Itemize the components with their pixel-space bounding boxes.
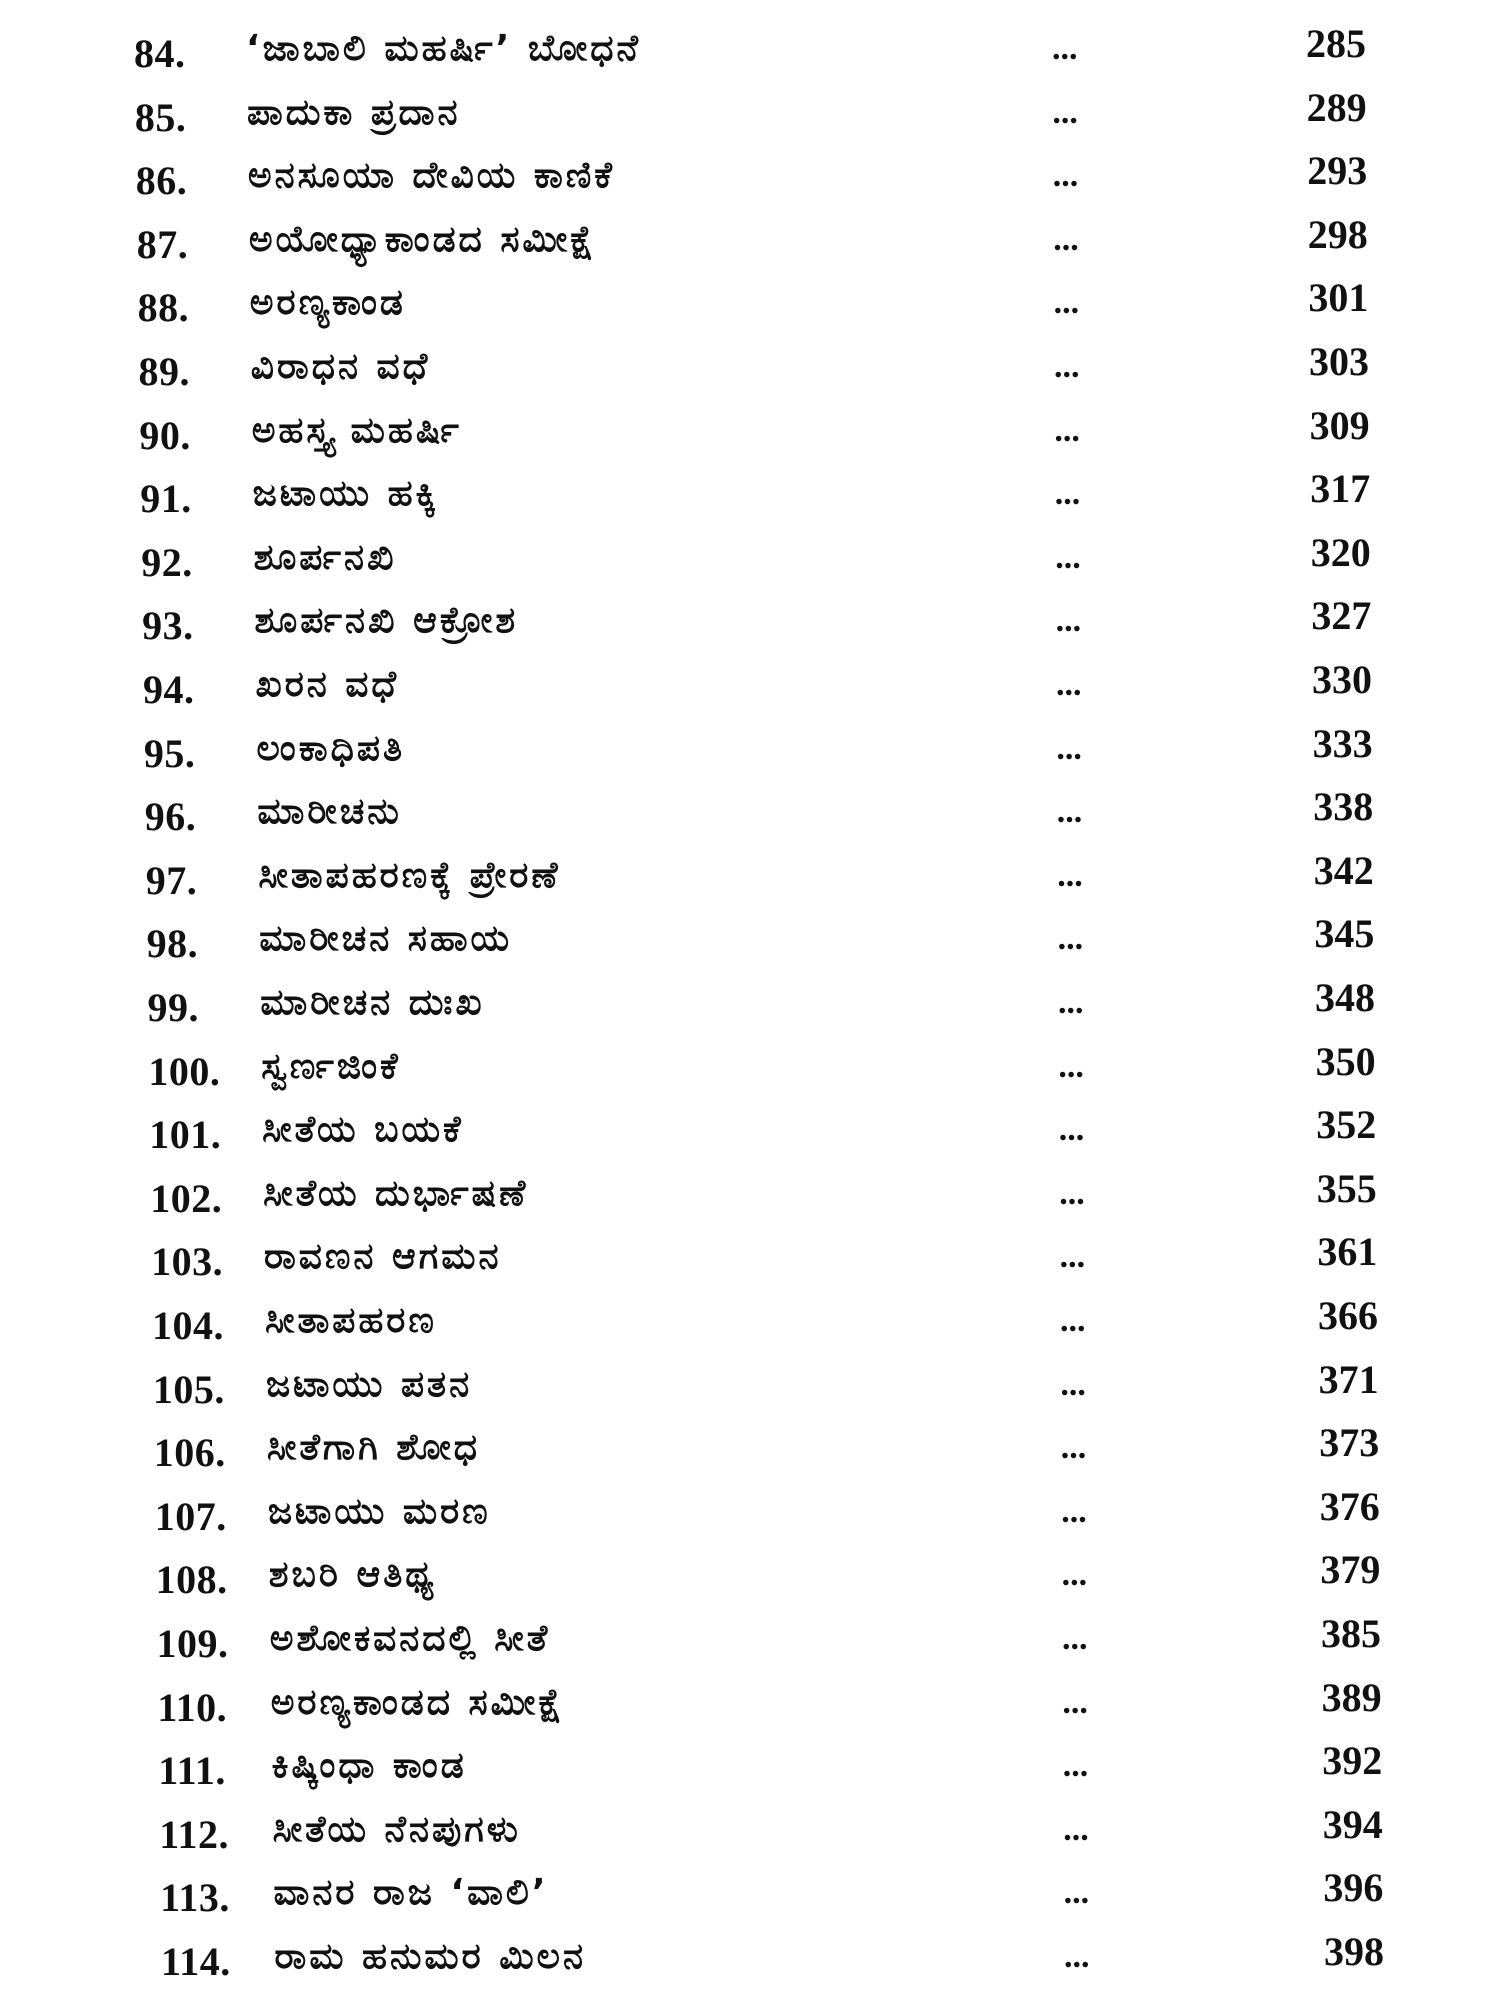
entry-number: 92. [141,539,193,585]
entry-title: ಸೀತೆಯ ಬಯಕೆ [262,1109,464,1151]
entry-page-number: 389 [1321,1674,1382,1720]
entry-page-number: 350 [1315,1038,1376,1084]
entry-number: 95. [143,730,196,776]
entry-number: 98. [146,921,199,967]
entry-page-number: 398 [1324,1929,1384,1974]
entry-number: 106. [153,1430,226,1476]
entry-number: 85. [134,94,187,140]
entry-page-number: 371 [1318,1356,1379,1402]
entry-page-number: 385 [1321,1611,1381,1656]
entry-title: ಸೀತಾಪಹರಣಕ್ಕೆ ಪ್ರೇರಣೆ [258,854,561,896]
entry-title: ಸೀತಾಪಹರಣ [265,1300,437,1341]
leader-dots: ... [1058,1111,1085,1149]
entry-number: 104. [152,1303,224,1348]
entry-title: ಸೀತೆಯ ದುರ್ಭಾಷಣೆ [263,1172,529,1214]
entry-page-number: 396 [1323,1865,1384,1911]
leader-dots: ... [1052,30,1078,67]
entry-title: ಜಟಾಯು ಪತನ [265,1363,473,1405]
leader-dots: ... [1058,1047,1084,1085]
toc-entry [0,209,1500,273]
leader-dots: ... [1055,602,1082,640]
entry-number: 105. [152,1366,225,1412]
entry-page-number: 345 [1314,911,1375,957]
entry-title: ರಾವಣನ ಆಗಮನ [264,1236,502,1278]
entry-title: ಅಹಸ್ತ್ಯ ಮಹರ್ಷಿ [251,409,462,451]
entry-page-number: 289 [1306,84,1367,130]
leader-dots: ... [1060,1302,1086,1339]
toc-entry [0,1481,1500,1545]
entry-page-number: 342 [1313,847,1374,893]
leader-dots: ... [1054,475,1081,513]
entry-title: ರಾಮ ಹನುಮರ ಮಿಲನ [274,1936,587,1977]
entry-number: 99. [147,985,199,1030]
entry-title: ವಾನರ ರಾಜ ‘ವಾಲಿ’ [273,1872,549,1914]
entry-page-number: 361 [1317,1229,1378,1275]
entry-number: 107. [154,1493,227,1539]
entry-number: 88. [137,285,190,331]
leader-dots: ... [1059,1238,1086,1276]
leader-dots: ... [1056,666,1082,703]
leader-dots: ... [1053,220,1079,258]
leader-dots: ... [1053,284,1080,322]
entry-page-number: 373 [1319,1420,1380,1466]
leader-dots: ... [1061,1556,1088,1594]
entry-number: 84. [134,31,186,76]
entry-title: ವಿರಾಧನ ವಧೆ [250,346,431,387]
toc-entry [0,781,1500,845]
entry-title: ಮಾರೀಚನ ಸಹಾಯ [259,918,513,960]
entry-number: 86. [135,158,188,204]
toc-entry [0,972,1500,1036]
entry-title: ಅನಸೂಯಾ ದೇವಿಯ ಕಾಣಿಕೆ [247,155,615,197]
entry-page-number: 303 [1309,339,1369,384]
leader-dots: ... [1057,920,1084,958]
entry-title: ಖರನ ವಧೆ [255,664,400,705]
entry-title: ಸ್ವರ್ಣಜಿಂಕೆ [261,1045,401,1087]
entry-number: 109. [156,1621,229,1666]
entry-title: ಸೀತೆಯ ನೆನಪುಗಳು [272,1808,521,1850]
entry-page-number: 352 [1316,1102,1377,1148]
entry-title: ಅರಣ್ಯಕಾಂಡ [249,282,406,324]
leader-dots: ... [1063,1874,1090,1912]
toc-entry [0,463,1500,527]
entry-page-number: 301 [1308,275,1369,321]
entry-page-number: 330 [1312,657,1372,702]
toc-entry [0,1735,1500,1799]
entry-page-number: 333 [1312,720,1373,766]
entry-number: 97. [145,857,198,903]
toc-entry [0,1608,1500,1672]
table-of-contents [0,18,1500,2000]
entry-page-number: 338 [1313,784,1374,830]
leader-dots: ... [1058,984,1084,1021]
entry-title: ಅಶೋಕವನದಲ್ಲಿ ಸೀತೆ [269,1618,551,1659]
leader-dots: ... [1062,1683,1088,1721]
entry-page-number: 392 [1322,1738,1383,1784]
toc-entry [0,527,1500,591]
entry-number: 89. [138,349,190,394]
leader-dots: ... [1062,1747,1089,1785]
toc-entry [0,272,1500,336]
entry-number: 114. [161,1939,231,1984]
toc-entry [0,400,1500,464]
entry-title: ಅಯೋಧ್ಯಾಕಾಂಡದ ಸಮೀಕ್ಷೆ [248,218,597,260]
toc-entry [0,336,1500,400]
entry-title: ಸೀತೆಗಾಗಿ ಶೋಧ [266,1427,481,1469]
leader-dots: ... [1064,1938,1090,1975]
leader-dots: ... [1054,411,1080,449]
entry-number: 102. [150,1175,223,1221]
entry-title: ಶೂರ್ಪನಖಿ ಆಕ್ರೋಶ [254,600,519,642]
toc-entry [0,1862,1500,1926]
entry-number: 94. [143,667,195,712]
toc-entry [0,590,1500,654]
leader-dots: ... [1054,348,1080,385]
entry-page-number: 366 [1318,1293,1378,1338]
toc-entry [0,145,1500,209]
toc-entry [0,1672,1500,1736]
toc-entry [0,1354,1500,1418]
entry-title: ಮಾರೀಚನ ದುಃಖ [260,982,485,1023]
leader-dots: ... [1052,93,1078,131]
toc-entry [0,1417,1500,1481]
toc-entry [0,1226,1500,1290]
toc-entry [0,1163,1500,1227]
toc-entry [0,82,1500,146]
leader-dots: ... [1056,729,1082,767]
entry-number: 100. [148,1048,221,1094]
leader-dots: ... [1055,538,1081,576]
entry-page-number: 327 [1311,593,1372,639]
toc-entry [0,1290,1500,1354]
entry-number: 111. [158,1748,226,1794]
leader-dots: ... [1061,1492,1087,1530]
entry-title: ಮಾರೀಚನು [257,791,402,833]
leader-dots: ... [1062,1620,1088,1657]
entry-page-number: 298 [1307,211,1368,257]
entry-page-number: 355 [1316,1165,1377,1211]
entry-number: 113. [160,1875,230,1921]
entry-page-number: 309 [1309,402,1370,448]
leader-dots: ... [1052,157,1079,195]
entry-page-number: 348 [1315,975,1375,1020]
entry-number: 87. [136,221,189,267]
entry-page-number: 376 [1319,1483,1380,1529]
leader-dots: ... [1056,793,1083,831]
toc-entry [0,1926,1500,1990]
toc-entry [0,718,1500,782]
entry-title: ಲಂಕಾಧಿಪತಿ [256,727,406,769]
entry-page-number: 320 [1310,529,1371,575]
toc-entry [0,1799,1500,1863]
entry-number: 108. [155,1557,228,1603]
entry-page-number: 317 [1310,466,1371,512]
entry-title: ಶಬರಿ ಆತಿಥ್ಯ [268,1554,437,1596]
toc-entry [0,845,1500,909]
entry-title: ಕಿಷ್ಕಿಂಧಾ ಕಾಂಡ [271,1745,467,1787]
entry-title: ಜಟಾಯು ಹಕ್ಕಿ [252,473,439,515]
leader-dots: ... [1060,1429,1087,1467]
entry-title: ಅರಣ್ಯಕಾಂಡದ ಸಮೀಕ್ಷೆ [270,1681,565,1723]
entry-number: 110. [157,1684,228,1730]
entry-number: 112. [159,1811,229,1857]
toc-entry [0,908,1500,972]
leader-dots: ... [1059,1174,1085,1212]
leader-dots: ... [1057,856,1083,894]
entry-title: ಪಾದುಕಾ ಪ್ರದಾನ [246,91,461,133]
toc-entry [0,1099,1500,1163]
entry-number: 96. [144,794,197,840]
entry-number: 93. [142,603,194,649]
entry-page-number: 293 [1307,148,1368,194]
entry-page-number: 285 [1306,21,1366,66]
entry-number: 101. [149,1112,222,1158]
leader-dots: ... [1063,1810,1089,1848]
entry-number: 91. [140,476,192,522]
entry-page-number: 394 [1322,1801,1383,1847]
toc-entry [0,1036,1500,1100]
entry-title: ಜಟಾಯು ಮರಣ [267,1490,491,1532]
toc-entry [0,654,1500,718]
toc-entry [0,1544,1500,1608]
entry-number: 103. [151,1239,224,1285]
entry-page-number: 379 [1320,1547,1381,1593]
entry-title: ಶೂರ್ಪನಖಿ [253,536,397,578]
entry-title: ‘ಜಾಬಾಲಿ ಮಹರ್ಷಿ’ ಬೋಧನೆ [246,28,641,69]
leader-dots: ... [1060,1365,1086,1403]
toc-entry [0,18,1500,82]
entry-number: 90. [139,412,191,458]
